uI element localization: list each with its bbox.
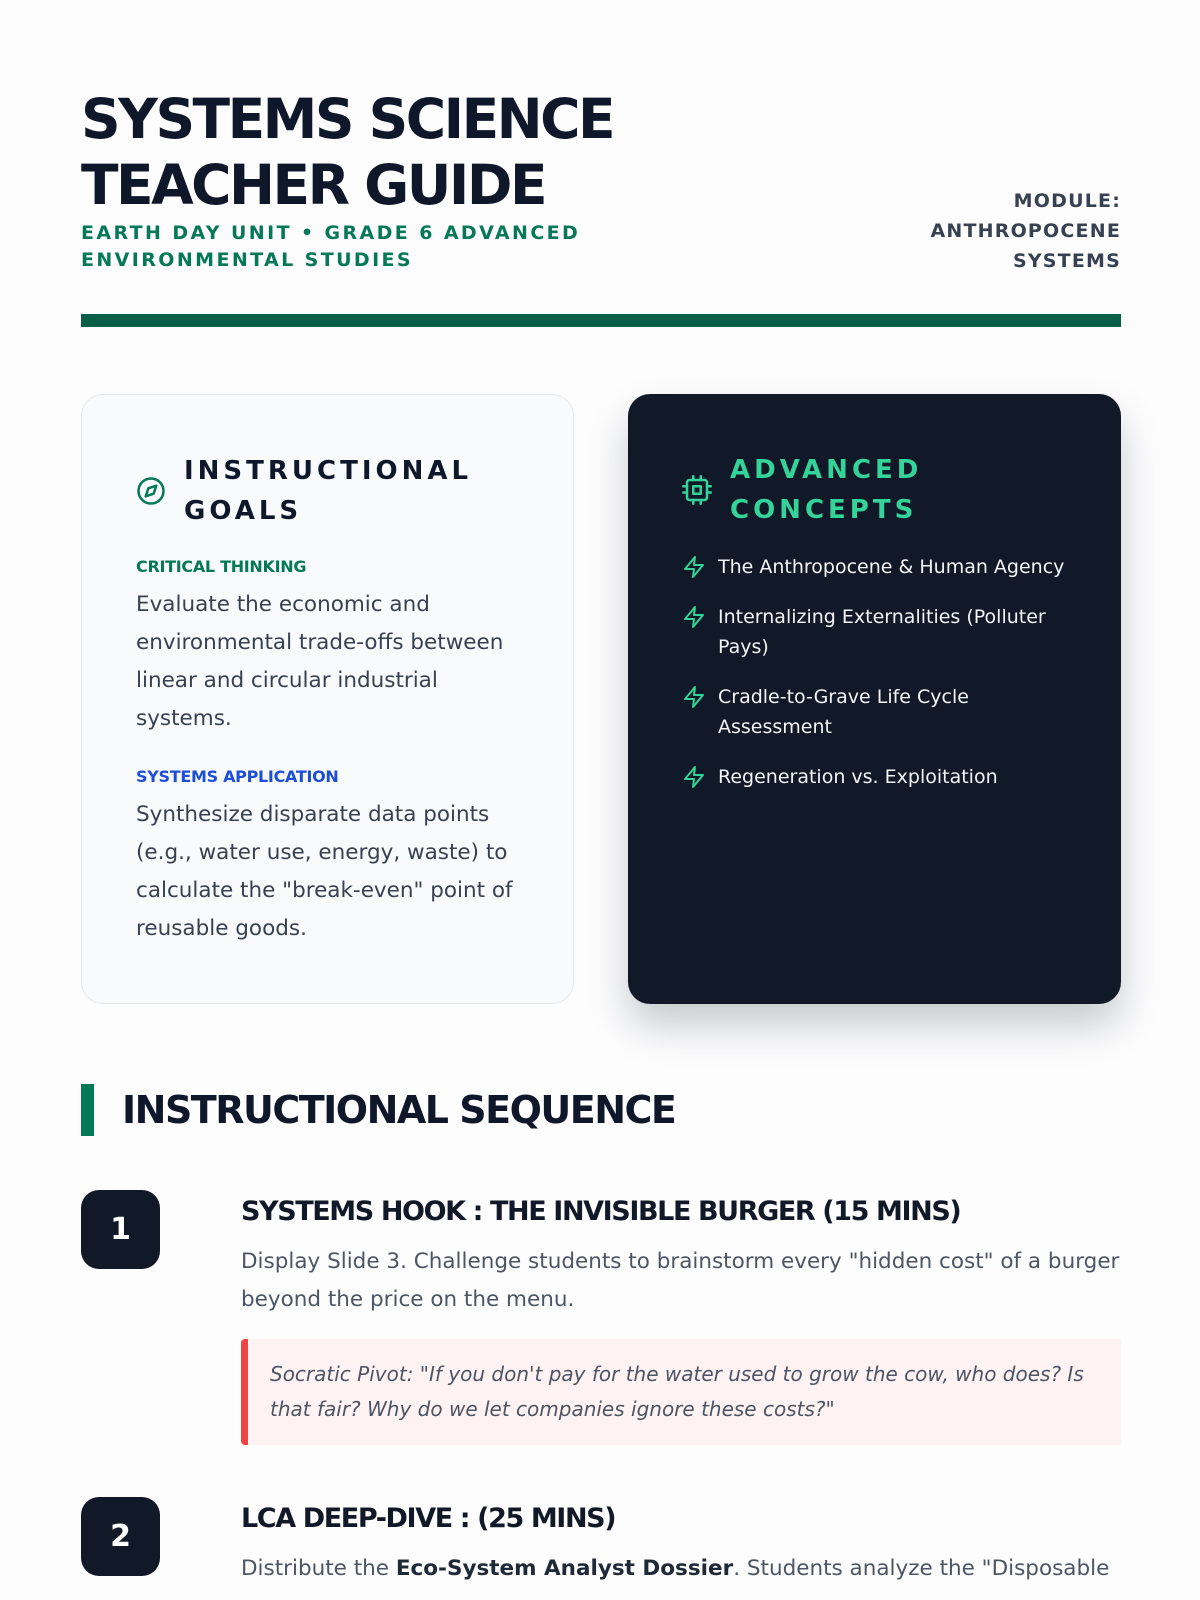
goals-card-header <box>136 451 472 531</box>
step-title: SYSTEMS HOOK : THE INVISIBLE BURGER (15 MINS) <box>241 1196 961 1227</box>
concept-text: Regeneration vs. Exploitation <box>718 766 998 788</box>
concepts-card-title: ADVANCED CONCEPTS <box>730 455 923 525</box>
step-description: Display Slide 3. Challenge students to brainstorm every "hidden cost" of a burger beyond the price on the menu. <box>241 1249 1120 1312</box>
step-body <box>241 1190 1121 1445</box>
concept-item <box>682 762 1082 792</box>
lightning-icon <box>682 555 706 579</box>
instructional-goals-card <box>81 394 574 1004</box>
goal-label: SYSTEMS APPLICATION <box>136 767 339 786</box>
advanced-concepts-card <box>628 394 1121 1004</box>
concept-text: Cradle-to-Grave Life Cycle Assessment <box>718 686 969 738</box>
goal-text: Synthesize disparate data points (e.g., water use, energy, waste) to calculate the "break-even" point of reusable goods. <box>136 802 513 941</box>
module-label <box>901 186 1121 276</box>
page-title <box>81 86 781 218</box>
header-divider <box>81 314 1121 327</box>
title-line-2: TEACHER GUIDE <box>81 153 546 217</box>
concept-item <box>682 682 1082 742</box>
title-line-1: SYSTEMS SCIENCE <box>81 87 614 151</box>
sequence-section-header <box>81 1084 675 1136</box>
concept-item <box>682 552 1082 582</box>
concept-text: Internalizing Externalities (Polluter Pays) <box>718 606 1046 658</box>
socratic-pivot-callout: Socratic Pivot: "If you don't pay for the water used to grow the cow, who does? Is that fair? Why do we let companies ignore these costs?" <box>241 1339 1121 1445</box>
sequence-title: INSTRUCTIONAL SEQUENCE <box>122 1088 676 1132</box>
goal-critical-thinking <box>136 557 526 738</box>
unit-subtitle: EARTH DAY UNIT • GRADE 6 ADVANCED ENVIRONMENTAL STUDIES <box>81 222 581 271</box>
step-number-badge: 1 <box>81 1190 160 1269</box>
section-accent-bar <box>81 1084 94 1136</box>
concepts-list <box>682 552 1082 812</box>
goal-systems-application <box>136 767 526 948</box>
concept-text: The Anthropocene & Human Agency <box>718 556 1065 578</box>
module-label-line-3: SYSTEMS <box>1012 250 1121 272</box>
step-text-lead: Distribute the <box>241 1556 396 1581</box>
guide-header <box>81 86 1121 276</box>
goal-text: Evaluate the economic and environmental trade-offs between linear and circular industrial systems. <box>136 592 504 731</box>
dossier-name: Eco-System Analyst Dossier <box>395 1556 734 1581</box>
goal-label: CRITICAL THINKING <box>136 557 307 576</box>
lightning-icon <box>682 685 706 709</box>
step-text-tail: . Students analyze the "Disposable <box>733 1556 1110 1581</box>
module-label-line-2: ANTHROPOCENE <box>930 220 1121 242</box>
cpu-icon <box>682 475 712 505</box>
step-title: LCA DEEP-DIVE : (25 MINS) <box>241 1503 616 1534</box>
goals-card-title: INSTRUCTIONAL GOALS <box>184 456 473 526</box>
lightning-icon <box>682 605 706 629</box>
module-label-line-1: MODULE: <box>1013 190 1121 212</box>
lightning-icon <box>682 765 706 789</box>
compass-icon <box>136 476 166 506</box>
step-description <box>241 1550 1121 1588</box>
concepts-card-header <box>682 450 922 530</box>
step-body <box>241 1497 1121 1588</box>
concept-item <box>682 602 1082 662</box>
step-number-badge: 2 <box>81 1497 160 1576</box>
